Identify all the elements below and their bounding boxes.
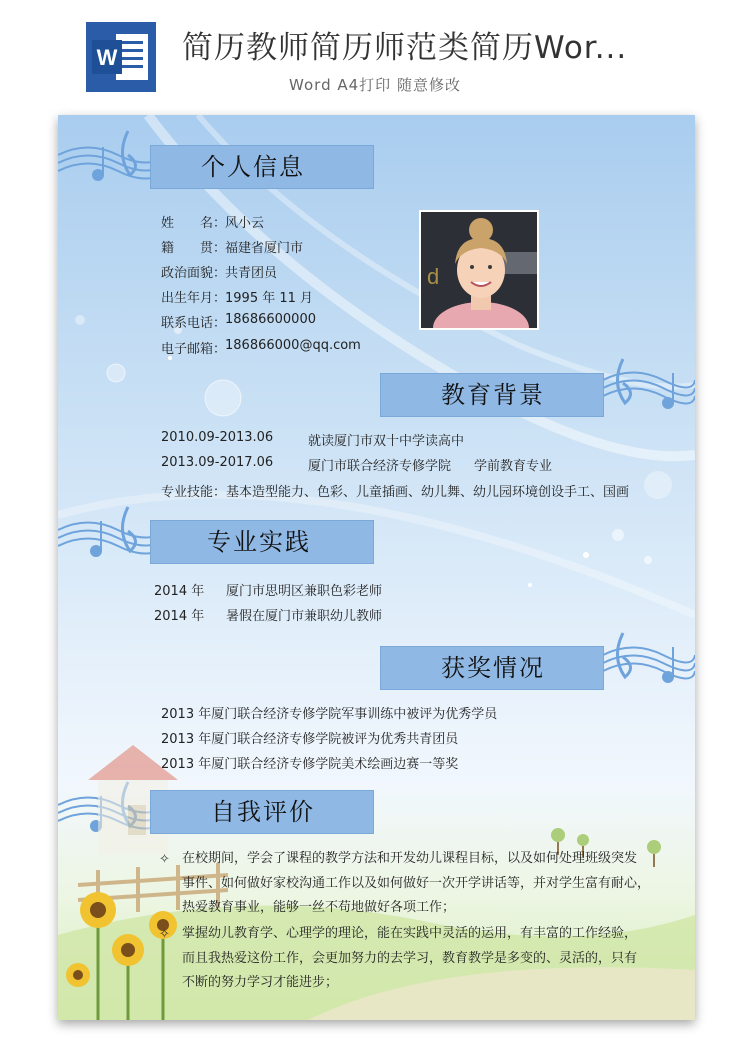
section-header-self-evaluation — [150, 790, 374, 834]
profile-photo — [419, 210, 539, 330]
section-title: 个人信息 — [201, 153, 305, 181]
bullet-icon: ✧ — [159, 927, 170, 942]
field-label: 姓 名： — [161, 216, 227, 231]
field-label: 出生年月： — [161, 291, 227, 306]
section-header-awards — [380, 646, 604, 690]
education-date: 2013.09-2017.06 — [161, 455, 274, 470]
education-desc: 厦门市联合经济专修学院 — [308, 459, 452, 474]
self-eval-paragraph — [182, 922, 652, 996]
music-note-decoration — [603, 633, 695, 682]
hometown-value: 福建省厦门市 — [225, 241, 304, 256]
svg-text:d: d — [427, 264, 440, 289]
birth-date-value: 1995 年 11 月 — [225, 291, 314, 306]
name-value: 风小云 — [225, 216, 265, 231]
section-title: 获奖情况 — [441, 654, 545, 682]
skills-line: 专业技能：基本造型能力、色彩、儿童插画、幼儿舞、幼儿园环境创设手工、国画 — [161, 485, 630, 500]
award-item: 2013 年厦门联合经济专修学院美术绘画边赛一等奖 — [161, 757, 459, 772]
self-eval-paragraph — [182, 847, 652, 921]
political-status-value: 共青团员 — [225, 266, 278, 281]
document-header — [0, 0, 750, 110]
portrait-image — [421, 212, 537, 328]
section-title: 专业实践 — [207, 528, 311, 556]
self-eval-line: 事件、如何做好家校沟通工作以及如何做好一次开学讲话等，并对学生富有耐心， — [182, 875, 651, 891]
section-header-personal — [150, 145, 374, 189]
award-item: 2013 年厦门联合经济专修学院军事训练中被评为优秀学员 — [161, 707, 498, 722]
section-title: 自我评价 — [211, 798, 315, 826]
section-title: 教育背景 — [441, 381, 545, 409]
practice-desc: 暑假在厦门市兼职幼儿教师 — [226, 609, 383, 624]
field-label: 电子邮箱： — [161, 342, 227, 357]
field-label: 联系电话： — [161, 316, 227, 331]
field-label: 籍 贯： — [161, 241, 227, 256]
self-eval-line: 不断的努力学习才能进步； — [182, 975, 339, 990]
award-item: 2013 年厦门联合经济专修学院被评为优秀共青团员 — [161, 732, 459, 747]
music-note-decoration — [603, 359, 695, 408]
section-header-practice — [150, 520, 374, 564]
education-desc: 就读厦门市双十中学读高中 — [308, 434, 465, 449]
practice-year: 2014 年 — [154, 609, 205, 624]
resume-page — [58, 115, 695, 1020]
education-date: 2010.09-2013.06 — [161, 430, 274, 445]
self-eval-line: 热爱教育事业，能够一丝不苟地做好各项工作； — [182, 900, 456, 915]
practice-year: 2014 年 — [154, 584, 205, 599]
section-header-education — [380, 373, 604, 417]
phone-value: 18686600000 — [225, 312, 316, 327]
education-major: 学前教育专业 — [474, 459, 553, 474]
document-subtitle: Word A4打印 随意修改 — [289, 76, 461, 94]
svg-text:W: W — [96, 45, 118, 70]
bullet-icon: ✧ — [159, 852, 170, 867]
self-eval-line: 而且我热爱这份工作，会更加努力的去学习，教育教学是多变的、灵活的，只有 — [182, 950, 638, 966]
self-eval-line: 掌握幼儿教育学、心理学的理论，能在实践中灵活的运用，有丰富的工作经验， — [182, 926, 638, 941]
email-value: 186866000@qq.com — [225, 338, 361, 353]
field-label: 政治面貌： — [161, 266, 227, 281]
practice-desc: 厦门市思明区兼职色彩老师 — [226, 584, 383, 599]
document-title: 简历教师简历师范类简历Wor... — [182, 30, 628, 66]
self-eval-line: 在校期间，学会了课程的教学方法和开发幼儿课程目标，以及如何处理班级突发 — [182, 851, 638, 866]
